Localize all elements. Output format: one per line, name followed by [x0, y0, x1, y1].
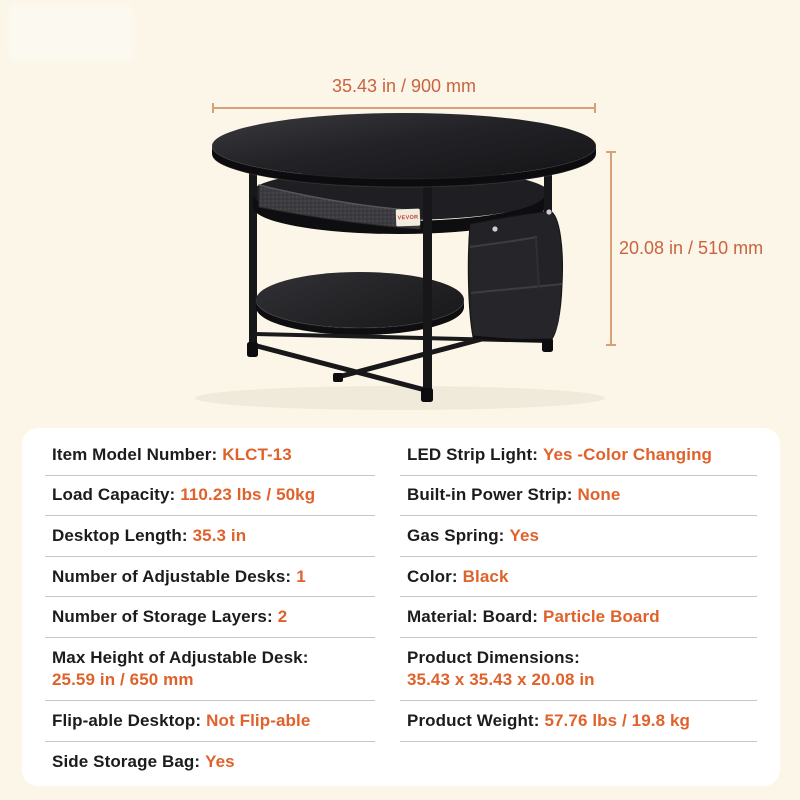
- spec-row-storage-layers: Number of Storage Layers: 2: [45, 597, 375, 638]
- spec-column-left: [45, 435, 375, 783]
- spec-row-product-dimensions: Product Dimensions: 35.43 x 35.43 x 20.08 in: [400, 638, 757, 702]
- spec-row-led-strip-light: LED Strip Light: Yes -Color Changing: [400, 435, 757, 476]
- spec-row-max-height: Max Height of Adjustable Desk: 25.59 in / 650 mm: [45, 638, 375, 702]
- spec-row-material: Material: Board: Particle Board: [400, 597, 757, 638]
- spec-column-right: [400, 435, 757, 783]
- spec-row-flipable-desktop: Flip-able Desktop: Not Flip-able: [45, 701, 375, 742]
- height-dimension-label: 20.08 in / 510 mm: [619, 238, 764, 258]
- brand-tag-label: VEVOR: [396, 209, 421, 227]
- spec-row-empty: [400, 742, 757, 783]
- side-storage-bag: [468, 209, 562, 340]
- spec-row-desktop-length: Desktop Length: 35.3 in: [45, 516, 375, 557]
- height-dimension-line: [610, 151, 612, 346]
- spec-row-side-storage-bag: Side Storage Bag: Yes: [52, 752, 235, 772]
- width-dimension-label: 35.43 in / 900 mm: [331, 76, 477, 96]
- width-dimension-line: [212, 107, 596, 109]
- spec-card: [22, 428, 780, 786]
- spec-row-item-model-number: Item Model Number: KLCT-13: [45, 435, 375, 476]
- spec-row-gas-spring: Gas Spring: Yes: [400, 516, 757, 557]
- spec-row-product-weight: Product Weight: 57.76 lbs / 19.8 kg: [400, 701, 757, 742]
- spec-row-power-strip: Built-in Power Strip: None: [400, 476, 757, 517]
- spec-row-adjustable-desks: Number of Adjustable Desks: 1: [45, 557, 375, 598]
- spec-row-load-capacity: Load Capacity: 110.23 lbs / 50kg: [45, 476, 375, 517]
- spec-row-color: Color: Black: [400, 557, 757, 598]
